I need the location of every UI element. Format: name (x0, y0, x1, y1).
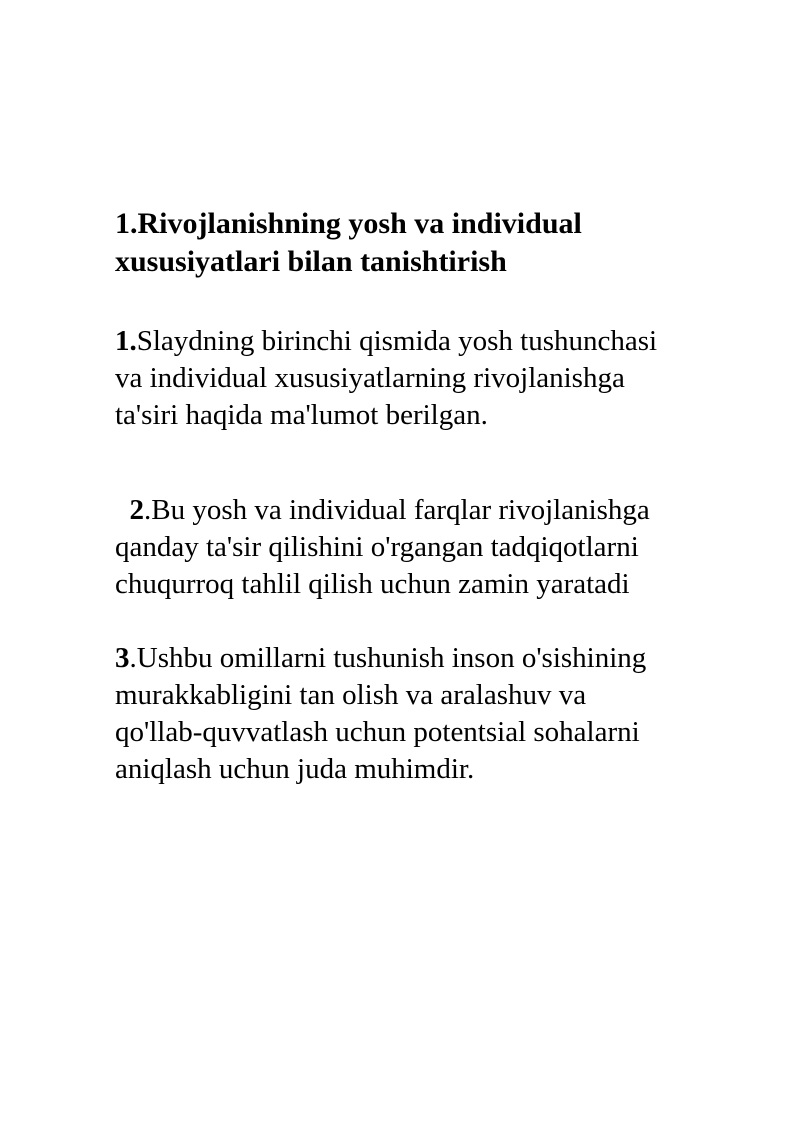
paragraph-2-line-3: chuqurroq tahlil qilish uchun zamin yaratadi (115, 568, 630, 600)
paragraph-3 (115, 640, 755, 788)
paragraph-1-number: 1. (115, 325, 137, 357)
section-heading (115, 205, 755, 281)
paragraph-3-line-3: qo'llab-quvvatlash uchun potentsial sohalarni (115, 716, 640, 748)
paragraph-3-line-2: murakkabligini tan olish va aralashuv va (115, 679, 587, 711)
paragraph-2-line-1: .Bu yosh va individual farqlar rivojlanishga (144, 494, 650, 526)
paragraph-1 (115, 323, 755, 434)
heading-line-1: 1.Rivojlanishning yosh va individual (115, 207, 582, 240)
heading-line-2: xususiyatlari bilan tanishtirish (115, 245, 507, 278)
paragraph-1-line-1: Slaydning birinchi qismida yosh tushunchasi (136, 325, 658, 357)
paragraph-2 (115, 492, 755, 603)
document-page (115, 205, 755, 788)
paragraph-2-number: 2 (129, 494, 144, 526)
paragraph-3-line-4: aniqlash uchun juda muhimdir. (115, 753, 475, 785)
paragraph-1-line-3: ta'siri haqida ma'lumot berilgan. (115, 399, 488, 431)
paragraph-2-line-2: qanday ta'sir qilishini o'rgangan tadqiqotlarni (115, 531, 639, 563)
paragraph-3-line-1: .Ushbu omillarni tushunish inson o'sishining (129, 642, 647, 674)
paragraph-1-line-2: va individual xususiyatlarning rivojlanishga (115, 362, 625, 394)
paragraph-3-number: 3 (115, 642, 130, 674)
